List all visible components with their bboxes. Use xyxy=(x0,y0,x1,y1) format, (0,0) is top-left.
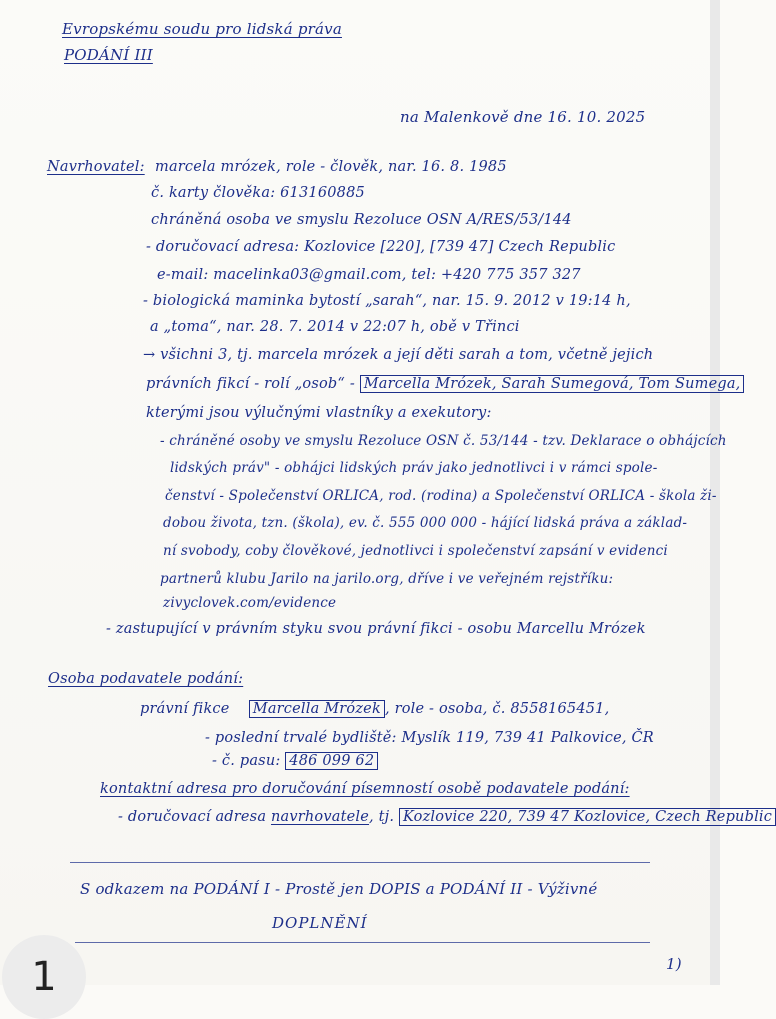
delivery-link: navrhovatele xyxy=(270,809,370,825)
page-badge: 1 xyxy=(2,935,86,1019)
applicant-line: → všichni 3, tj. marcela mrózek a její děti sarah a tom, včetně jejich xyxy=(143,347,654,363)
divider-top xyxy=(70,862,650,863)
protected-line: partnerů klubu Jarilo na jarilo.org, dříve i ve veřejném rejstříku: xyxy=(160,571,614,587)
residence-line: - poslední trvalé bydliště: Myslík 119, 739 41 Palkovice, ČR xyxy=(205,730,654,746)
applicant-line: č. karty člověka: 613160885 xyxy=(151,185,365,201)
applicant-label: Navrhovatel: xyxy=(47,159,145,175)
filer-name-box: Marcella Mrózek xyxy=(249,700,385,718)
passport-label: - č. pasu: xyxy=(212,753,281,769)
delivery-mid: , tj. xyxy=(369,809,395,825)
contact-heading-text: kontaktní adresa pro doručování písemností osobě podavatele podání: xyxy=(100,781,630,797)
protected-line: dobou života, tzn. (škola), ev. č. 555 000 000 - hájící lidská práva a základ- xyxy=(163,515,688,531)
filer-role: , role - osoba, č. 8558165451, xyxy=(384,701,610,717)
protected-line: - chráněné osoby ve smyslu Rezoluce OSN č. 53/144 - tzv. Deklarace o obhájcích xyxy=(160,433,727,449)
delivery-address-box: Kozlovice 220, 739 47 Kozlovice, Czech Republic xyxy=(399,808,776,826)
applicant-line: - biologická maminka bytostí „sarah“, nar. 15. 9. 2012 v 19:14 h, xyxy=(143,293,631,309)
applicant-line: e-mail: macelinka03@gmail.com, tel: +420 775 357 327 xyxy=(157,267,581,283)
divider-bottom xyxy=(75,942,650,943)
filer-fiction-line xyxy=(140,700,609,718)
protected-line: ní svobody, coby člověkové, jednotlivci i společenství zapsání v evidenci xyxy=(163,543,668,559)
filer-label: Osoba podavatele podání: xyxy=(48,671,244,687)
applicant-line: - doručovací adresa: Kozlovice [220], [739 47] Czech Republic xyxy=(146,239,616,255)
place-date: na Malenkově dne 16. 10. 2025 xyxy=(400,108,646,126)
passport-box: 486 099 62 xyxy=(285,752,378,770)
delivery-line xyxy=(118,808,776,826)
protected-line: čenství - Společenství ORLICA, rod. (rodina) a Společenství ORLICA - škola ži- xyxy=(165,488,717,504)
owners-line: kterými jsou výlučnými vlastníky a exekutory: xyxy=(146,405,492,421)
contact-heading xyxy=(100,780,630,798)
reference-line: S odkazem na PODÁNÍ I - Prostě jen DOPIS a PODÁNÍ II - Výživné xyxy=(80,880,598,898)
fiction-label: právní fikce xyxy=(140,701,230,717)
fiction-names-box: Marcella Mrózek, Sarah Sumegová, Tom Sumega, xyxy=(360,375,745,393)
fiction-line xyxy=(146,375,744,393)
protected-line: lidských práv" - obhájci lidských práv jako jednotlivci i v rámci spole- xyxy=(170,460,658,476)
passport-line xyxy=(212,752,378,770)
representation-line: - zastupující v právním styku svou právní fikci - osobu Marcellu Mrózek xyxy=(106,621,646,637)
fiction-prefix: právních fikcí - rolí „osob“ - xyxy=(146,376,355,392)
delivery-prefix: - doručovací adresa xyxy=(118,809,267,825)
document-title: PODÁNÍ III xyxy=(64,46,153,64)
supplement-heading: DOPLNĚNÍ xyxy=(272,914,368,932)
page-number: 1) xyxy=(666,955,682,973)
applicant-line: a „toma“, nar. 28. 7. 2014 v 22:07 h, obě v Třinci xyxy=(150,319,520,335)
applicant-line: marcela mrózek, role - člověk, nar. 16. 8. 1985 xyxy=(155,159,507,175)
addressee: Evropskému soudu pro lidská práva xyxy=(62,20,342,38)
protected-line: zivyclovek.com/evidence xyxy=(163,595,337,611)
applicant-line: chráněná osoba ve smyslu Rezoluce OSN A/RES/53/144 xyxy=(151,212,572,228)
